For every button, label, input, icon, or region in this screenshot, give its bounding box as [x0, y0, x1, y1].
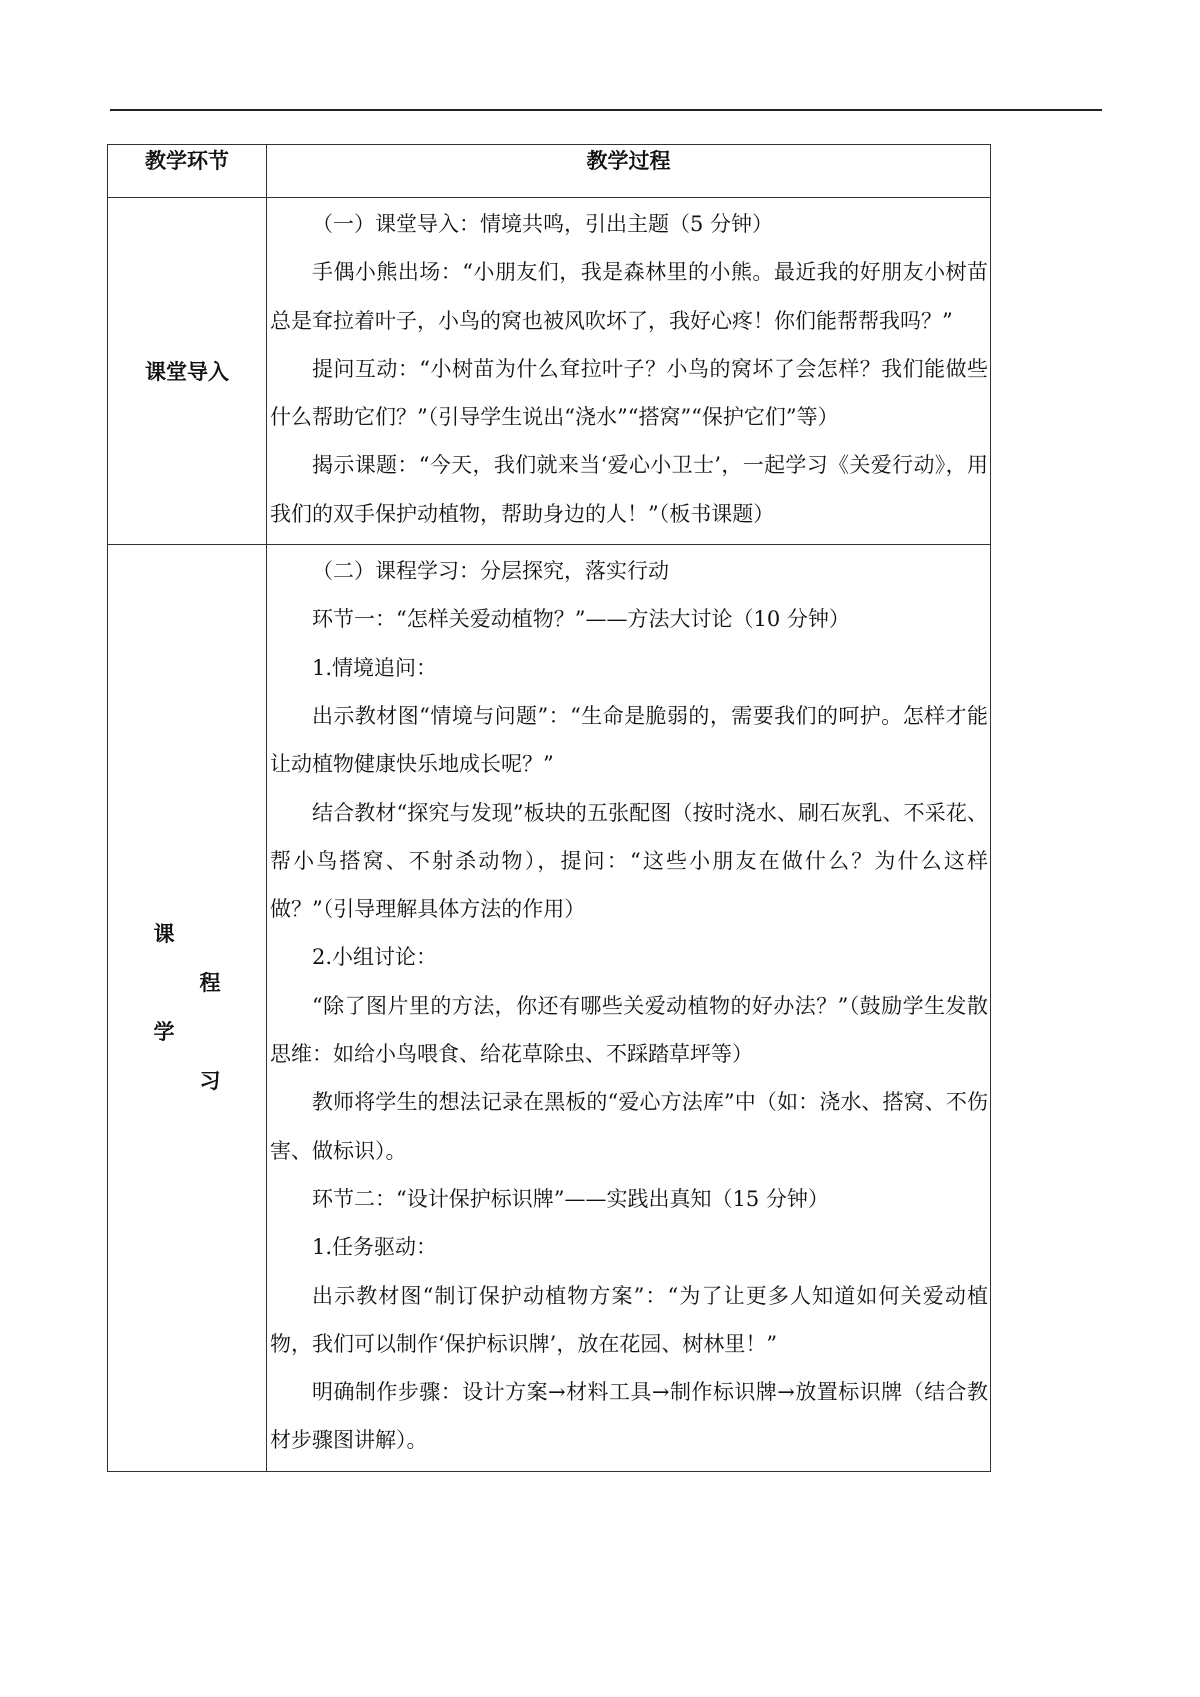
paragraph: 环节二：“设计保护标识牌”——实践出真知（15 分钟）: [312, 1186, 829, 1211]
paragraph: 教师将学生的想法记录在黑板的“爱心方法库”中（如：浇水、搭窝、不伤害、做标识）。: [270, 1090, 988, 1163]
stage-study-char: 程: [199, 970, 221, 995]
paragraph: 出示教材图“情境与问题”：“生命是脆弱的，需要我们的呵护。怎样才能让动植物健康快乐地成长呢？”: [270, 703, 988, 777]
paragraph: （二）课程学习：分层探究，落实行动: [312, 559, 669, 584]
table-row-study: [108, 545, 991, 1472]
paragraph: 结合教材“探究与发现”板块的五张配图（按时浇水、刷石灰乳、不采花、帮小鸟搭窝、不射杀动物），提问：“这些小朋友在做什么？为什么这样做？”（引导理解具体方法的作用）: [270, 800, 988, 922]
paragraph: 1.任务驱动：: [312, 1235, 438, 1260]
stage-study-char: 课: [153, 921, 175, 946]
header-rule: [110, 109, 1102, 111]
lesson-plan-table: [107, 144, 991, 1472]
paragraph: 环节一：“怎样关爱动植物？”——方法大讨论（10 分钟）: [312, 607, 850, 632]
paragraph: 出示教材图“制订保护动植物方案”：“为了让更多人知道如何关爱动植物，我们可以制作‘保护标识牌’，放在花园、树林里！”: [270, 1283, 988, 1356]
paragraph: 提问互动：“小树苗为什么耷拉叶子？小鸟的窝坏了会怎样？我们能做些什么帮助它们？”（引导学生说出“浇水”“搭窝”“保护它们”等）: [270, 356, 988, 430]
stage-study: [108, 545, 267, 1472]
paragraph: 2.小组讨论：: [312, 945, 438, 970]
header-stage: 教学环节: [108, 145, 267, 198]
paragraph: 明确制作步骤：设计方案→材料工具→制作标识牌→放置标识牌（结合教材步骤图讲解）。: [270, 1380, 988, 1453]
paragraph: 1.情境追问：: [312, 655, 438, 680]
process-intro: [267, 198, 991, 545]
table-row-intro: [108, 198, 991, 545]
paragraph: 揭示课题：“今天，我们就来当‘爱心小卫士’，一起学习《关爱行动》，用我们的双手保护动植物，帮助身边的人！”（板书课题）: [270, 453, 988, 526]
paragraph: “除了图片里的方法，你还有哪些关爱动植物的好办法？”（鼓励学生发散思维：如给小鸟喂食、给花草除虫、不踩踏草坪等）: [270, 993, 988, 1067]
header-process: 教学过程: [267, 145, 991, 198]
stage-study-char: 学: [153, 1019, 175, 1044]
stage-intro: 课堂导入: [108, 198, 267, 545]
stage-study-char: 习: [199, 1068, 221, 1093]
paragraph: 手偶小熊出场：“小朋友们，我是森林里的小熊。最近我的好朋友小树苗总是耷拉着叶子，小鸟的窝也被风吹坏了，我好心疼！你们能帮帮我吗？”: [270, 260, 988, 333]
paragraph: （一）课堂导入：情境共鸣，引出主题（5 分钟）: [312, 212, 774, 236]
process-study: [267, 545, 991, 1472]
table-header-row: [108, 145, 991, 198]
